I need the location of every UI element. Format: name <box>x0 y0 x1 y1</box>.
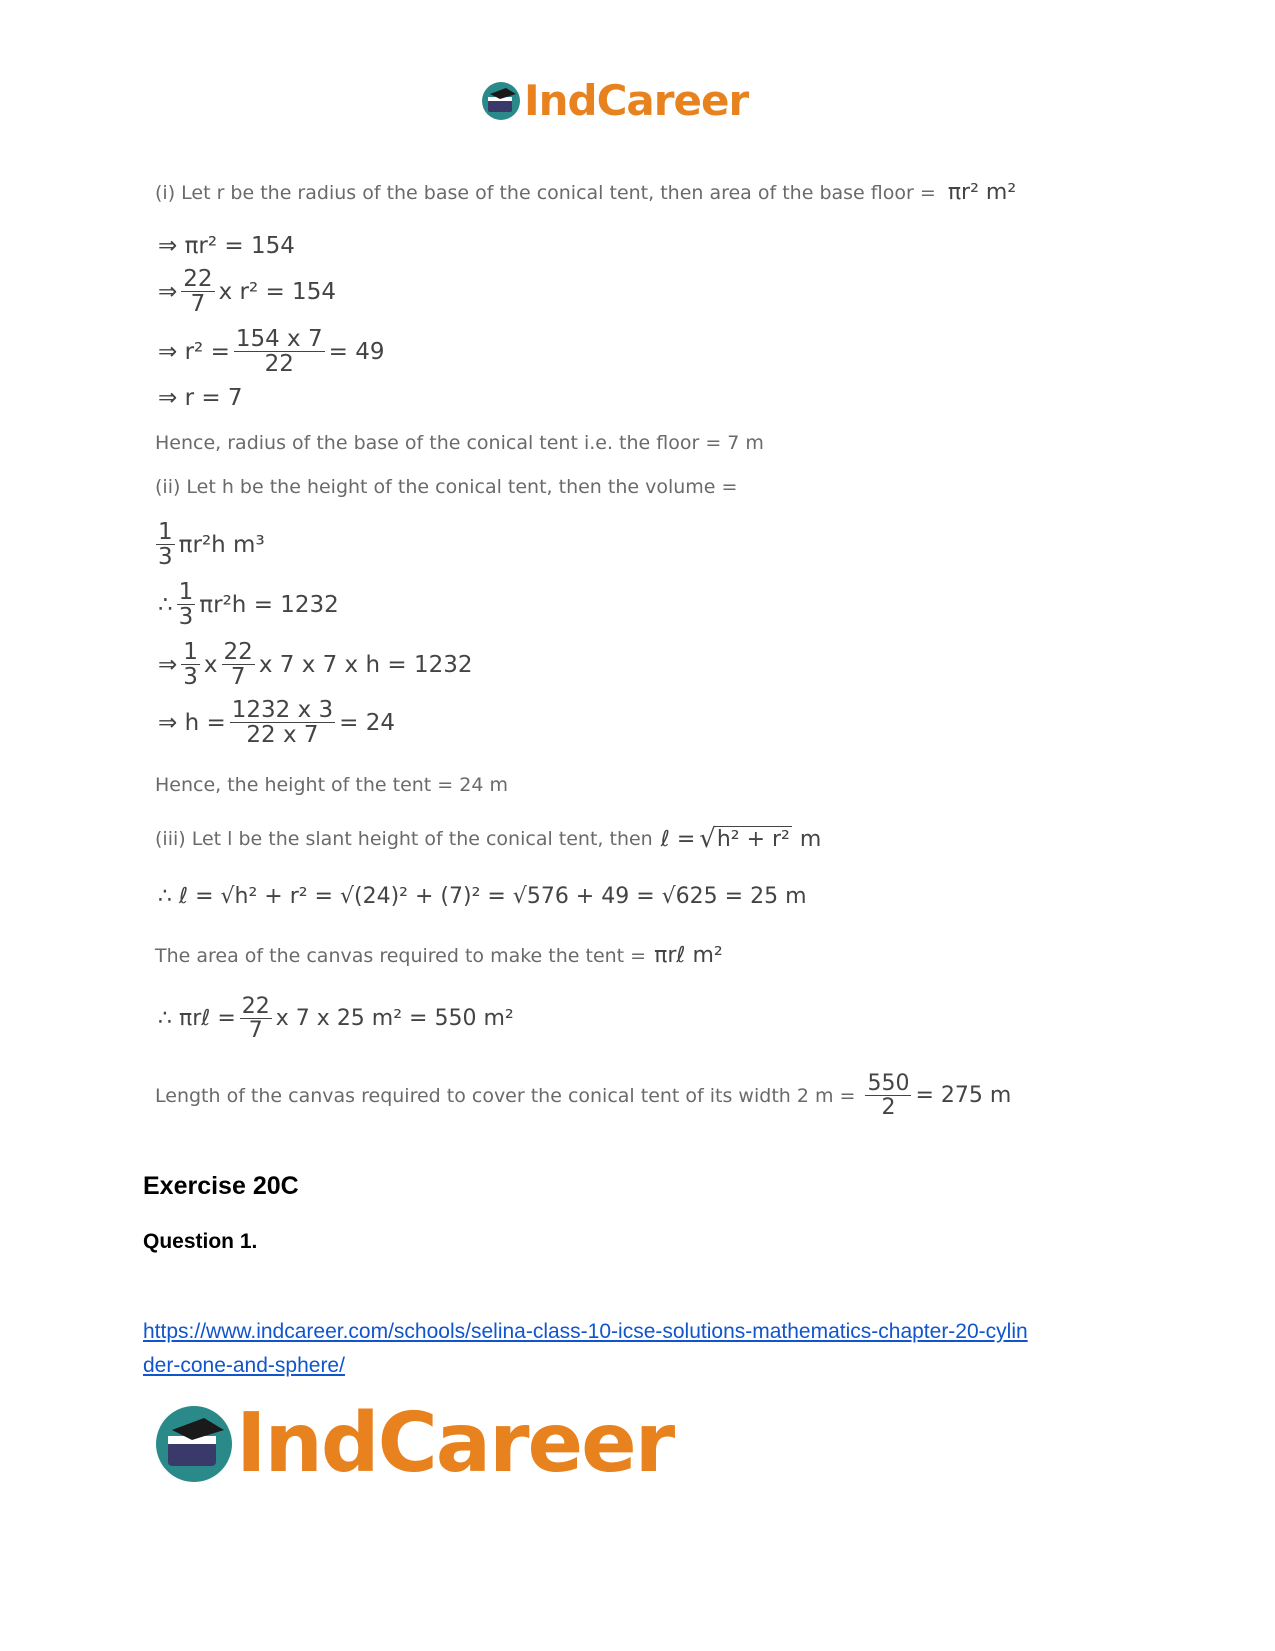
eq-r-7: ⇒ r = 7 <box>158 385 243 411</box>
volume-formula <box>156 520 265 569</box>
hence-height: Hence, the height of the tent = 24 m <box>155 774 508 796</box>
eq-prefix: ∴ πrℓ = <box>158 1006 236 1032</box>
fraction-550-2 <box>865 1072 911 1119</box>
logo-globe-icon <box>480 80 522 122</box>
fraction-1-3 <box>181 640 200 689</box>
chapter-link-line-1[interactable]: https://www.indcareer.com/schools/selina-class-10-icse-solutions-mathematics-chapter-20-cylin <box>143 1320 1028 1343</box>
numerator: 22 <box>183 266 213 292</box>
denominator: 7 <box>230 664 246 691</box>
eq-canvas-550 <box>158 995 514 1042</box>
footer-logo <box>152 1396 673 1491</box>
numerator: 550 <box>867 1071 910 1096</box>
denominator: 3 <box>178 604 194 631</box>
denominator: 3 <box>158 544 173 571</box>
eq-rest: x 7 x 7 x h = 1232 <box>258 651 473 678</box>
numerator: 22 <box>241 994 270 1019</box>
arrow: ⇒ <box>158 278 178 305</box>
header-brand: IndCareer <box>524 76 749 125</box>
question-heading: Question 1. <box>143 1230 258 1253</box>
arrow: ⇒ <box>158 651 178 678</box>
fraction-22-7 <box>181 267 214 316</box>
base-area-formula: πr² m² <box>947 180 1017 205</box>
denominator: 2 <box>881 1095 896 1121</box>
canvas-area-label: The area of the canvas required to make the tent = <box>155 944 647 967</box>
fraction-1-3 <box>177 580 196 629</box>
numerator: 1 <box>183 639 198 665</box>
slant-height-formula <box>661 824 822 854</box>
eq-rest: x 7 x 25 m² = 550 m² <box>275 1006 514 1032</box>
therefore-symbol: ∴ <box>158 591 173 618</box>
chapter-link-line-2[interactable]: der-cone-and-sphere/ <box>143 1354 345 1377</box>
numerator: 154 x 7 <box>235 326 323 352</box>
part-iii-text <box>155 824 821 854</box>
sqrt-icon: √ <box>699 824 716 854</box>
fraction-154x7-22 <box>234 327 325 376</box>
eq-prefix: ⇒ h = <box>158 709 226 736</box>
canvas-length-text <box>155 1072 1011 1119</box>
chapter-link[interactable] <box>143 1315 1143 1383</box>
unit: m <box>799 826 822 852</box>
denominator: 22 x 7 <box>246 722 319 749</box>
denominator: 7 <box>248 1018 263 1044</box>
fraction-22-7 <box>222 640 255 689</box>
eq-rest: = 24 <box>339 709 396 736</box>
canvas-area-formula: πrℓ m² <box>654 943 723 968</box>
fraction-1-3 <box>156 520 175 569</box>
eq-h-24 <box>158 698 395 747</box>
eq-volume-1232 <box>158 580 339 629</box>
part-iii-label: (iii) Let l be the slant height of the conical tent, then <box>155 828 653 850</box>
eq-rest: πr²h = 1232 <box>199 591 339 618</box>
eq-pir2: ⇒ πr² = 154 <box>158 233 295 259</box>
logo-globe-icon <box>152 1402 236 1486</box>
part-ii-text: (ii) Let h be the height of the conical tent, then the volume = <box>155 476 738 498</box>
fraction-1232x3-22x7 <box>230 698 335 747</box>
eq-rest: πr²h m³ <box>178 531 265 558</box>
numerator: 1 <box>158 519 173 545</box>
numerator: 1232 x 3 <box>231 697 334 723</box>
footer-brand: IndCareer <box>236 1396 674 1491</box>
eq-r2-154 <box>158 267 336 316</box>
part-i-text <box>155 180 1016 205</box>
numerator: 1 <box>178 579 194 605</box>
exercise-heading: Exercise 20C <box>143 1172 299 1200</box>
canvas-area-text <box>155 943 723 968</box>
part-i-label: (i) Let r be the radius of the base of the conical tent, then area of the base floor = <box>155 182 936 204</box>
times-sign: x <box>203 651 218 678</box>
eq-rest: x r² = 154 <box>218 278 336 305</box>
ell-equals: ℓ = <box>660 826 696 852</box>
eq-r2-49 <box>158 327 384 376</box>
fraction-22-7 <box>240 995 272 1042</box>
canvas-length-label: Length of the canvas required to cover the conical tent of its width 2 m = <box>155 1084 856 1107</box>
header-logo <box>480 76 748 125</box>
denominator: 3 <box>183 664 198 691</box>
eq-slant-25: ∴ ℓ = √h² + r² = √(24)² + (7)² = √576 + 49 = √625 = 25 m <box>158 884 807 909</box>
denominator: 22 <box>264 351 294 378</box>
eq-rest: = 49 <box>328 338 385 365</box>
radicand: h² + r² <box>716 827 790 852</box>
eq-rest: = 275 m <box>915 1083 1012 1109</box>
denominator: 7 <box>190 291 206 318</box>
canvas-length-formula <box>861 1072 1011 1119</box>
eq-expanded-volume <box>158 640 473 689</box>
numerator: 22 <box>223 639 253 665</box>
eq-prefix: ⇒ r² = <box>158 338 230 365</box>
hence-radius: Hence, radius of the base of the conical tent i.e. the floor = 7 m <box>155 432 764 454</box>
